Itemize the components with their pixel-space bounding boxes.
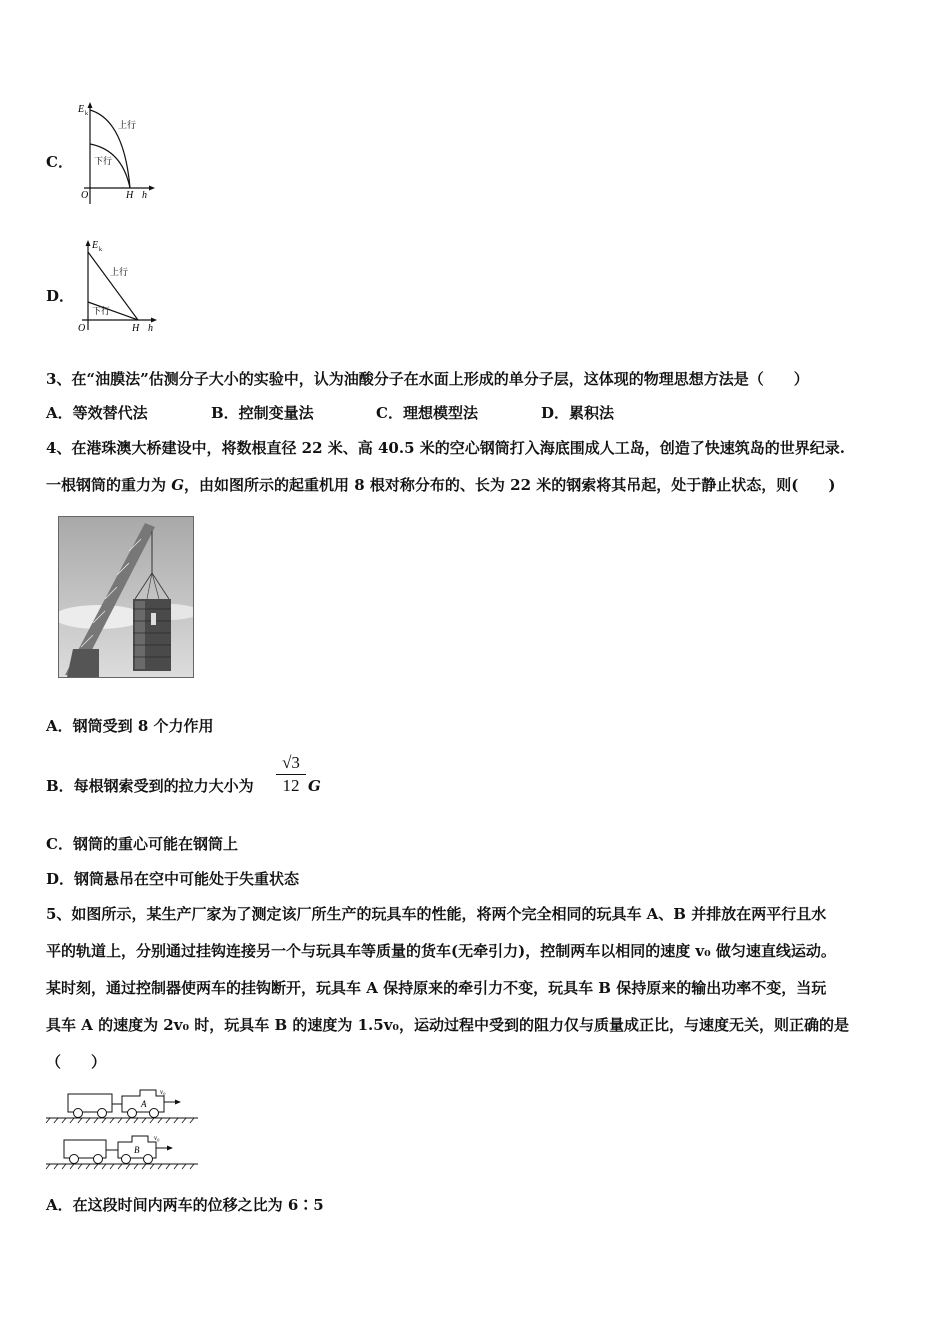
graph-c-origin: O <box>81 190 89 201</box>
q4-stem-line1: 4、在港珠澳大桥建设中，将数根直径 22 米、高 40.5 米的空心钢筒打入海底围成人工岛，创造了快速筑岛的世界纪录. <box>46 439 845 457</box>
q4-option-d: D．钢筒悬吊在空中可能处于失重状态 <box>46 870 300 888</box>
graph-d-upper-label: 上行 <box>110 267 129 277</box>
q3-options <box>46 403 906 423</box>
q4-stem-line2 <box>46 475 835 495</box>
fraction-numerator: √3 <box>282 753 300 772</box>
car-b-label: B <box>134 1145 140 1155</box>
q4-stem-line2-post: ，由如图所示的起重机用 8 根对称分布的、长为 22 米的钢索将其吊起，处于静止状态，则( ) <box>184 476 836 494</box>
fraction-denominator: 12 <box>282 776 300 795</box>
q4-option-b-fraction <box>274 752 308 797</box>
graph-d <box>74 236 164 340</box>
graph-d-origin: O <box>78 323 86 334</box>
q5-line1: 5、如图所示，某生产厂家为了测定该厂所生产的玩具车的性能，将两个完全相同的玩具车 A、B 并排放在两平行且水 <box>46 905 827 923</box>
q4-stem-line2-pre: 一根钢筒的重力为 <box>46 476 172 494</box>
q3-stem: 3、在“油膜法”估测分子大小的实验中，认为油酸分子在水面上形成的单分子层，这体现的物理思想方法是（ ） <box>46 370 809 388</box>
q4-option-b-text: B．每根钢索受到的拉力大小为 <box>46 777 254 795</box>
q3-option-d: D．累积法 <box>541 404 615 422</box>
crane-photo <box>58 516 194 678</box>
q3-option-a: A．等效替代法 <box>46 404 148 422</box>
graph-c-h-tick: H <box>126 190 134 201</box>
q3-option-b: B．控制变量法 <box>211 404 314 422</box>
graph-d-x-label: h <box>148 323 153 334</box>
q5-line4: 具车 A 的速度为 2v₀ 时，玩具车 B 的速度为 1.5v₀，运动过程中受到的阻力仅与质量成正比，与速度无关，则正确的是 <box>46 1016 849 1034</box>
graph-d-y-sub: k <box>99 247 102 253</box>
q5-line3: 某时刻，通过控制器使两车的挂钩断开，玩具车 A 保持原来的牵引力不变，玩具车 B 保持原来的输出功率不变，当玩 <box>46 979 827 997</box>
car-a-label: A <box>141 1099 147 1109</box>
graph-c-y-label: E <box>78 104 85 115</box>
graph-d-y-label: E <box>92 240 99 251</box>
graph-d-lower-label: 下行 <box>92 306 111 316</box>
toy-car-diagram <box>44 1082 204 1178</box>
car-b-velocity: v₀ <box>154 1134 160 1142</box>
option-d-label: D． <box>46 287 75 305</box>
graph-d-h-tick: H <box>132 323 140 334</box>
graph-c-x-label: h <box>142 190 147 201</box>
option-c-label: C． <box>46 153 73 171</box>
q5-line5: （ ） <box>46 1053 107 1071</box>
graph-c <box>76 98 166 214</box>
graph-c-upper-label: 上行 <box>118 120 137 130</box>
q5-line2: 平的轨道上，分别通过挂钩连接另一个与玩具车等质量的货车(无牵引力)，控制两车以相同的速度 v₀ 做匀速直线运动。 <box>46 942 836 960</box>
q3-option-c: C．理想模型法 <box>376 404 478 422</box>
q4-option-b-g: G <box>308 777 321 795</box>
car-a-velocity: v₀ <box>160 1088 166 1096</box>
graph-c-y-sub: k <box>85 111 88 117</box>
q4-option-b-var <box>308 776 321 796</box>
q4-option-a: A．钢筒受到 8 个力作用 <box>46 717 214 735</box>
q5-option-a: A．在这段时间内两车的位移之比为 6∶5 <box>46 1196 324 1214</box>
q4-var-g: G <box>171 476 185 494</box>
q4-option-c: C．钢筒的重心可能在钢筒上 <box>46 835 238 853</box>
graph-c-lower-label: 下行 <box>94 156 113 166</box>
